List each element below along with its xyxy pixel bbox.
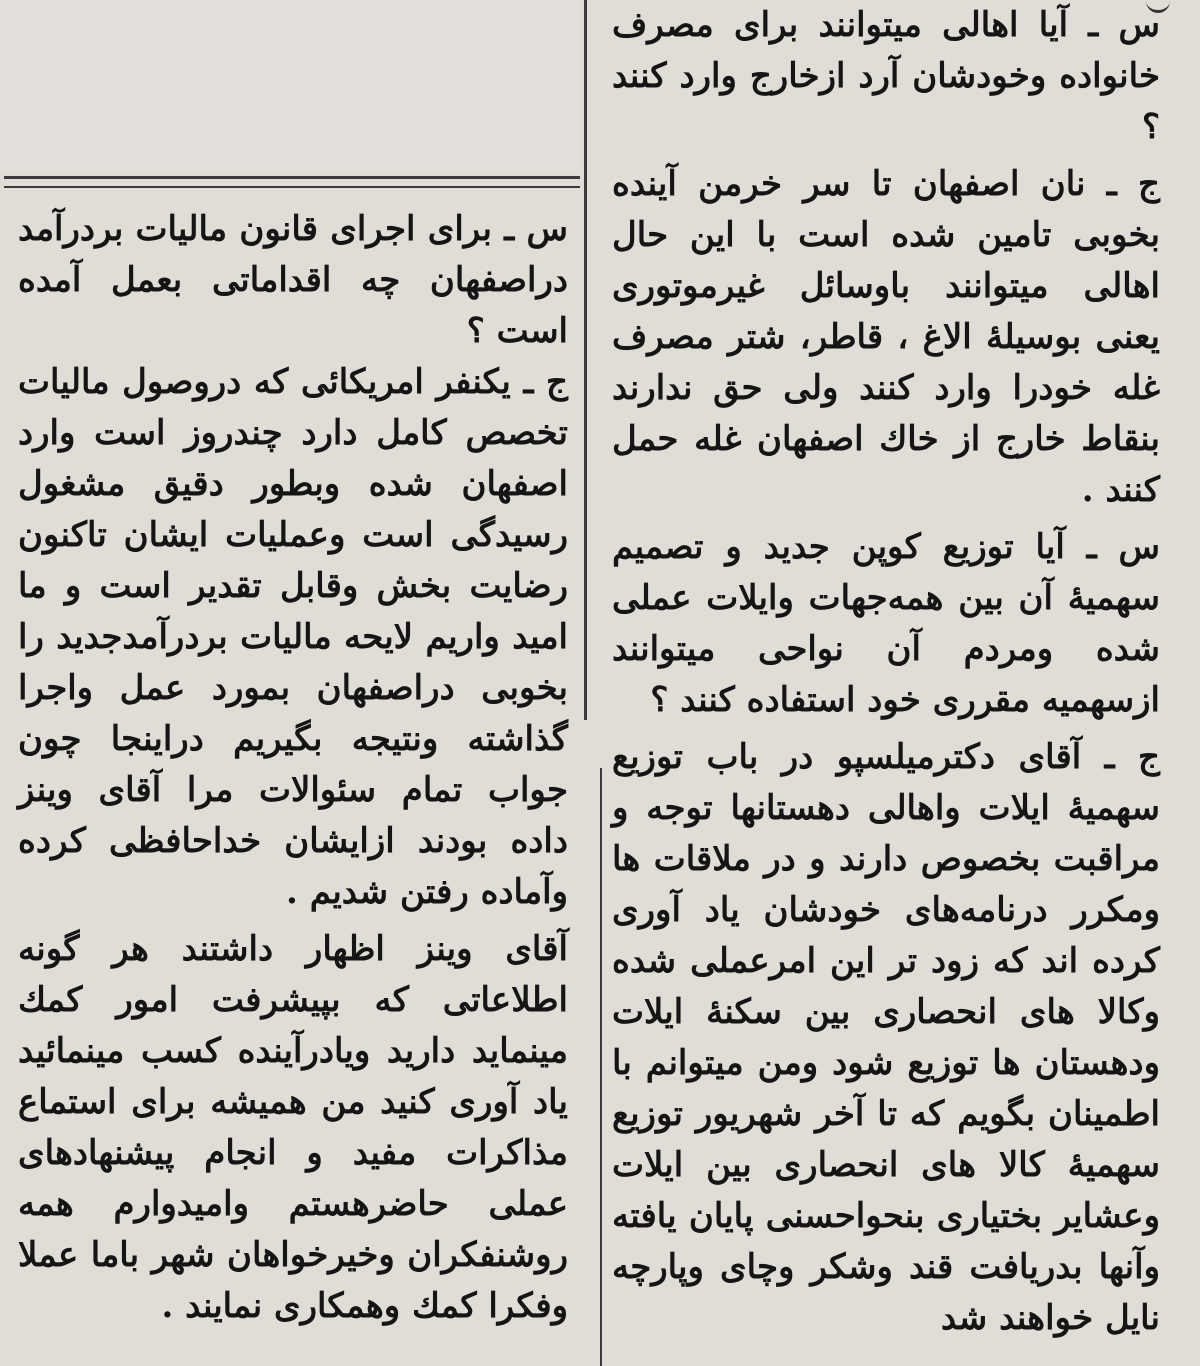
question-flour-import: س ـ آیا اهالی میتوانند برای مصرف خانواده وخودشان آرد ازخارج وارد کنند ؟ xyxy=(612,5,1160,147)
closing-paragraph: آقای وینز اظهار داشتند هر گونه اطلاعاتی که بپیشرفت امور کمك مینماید دارید ویادرآینده کسب مینمائید یاد آوری کنید من همیشه برای استماع مذاکرات مفید و انجام پیشنهادهای عملی حاضرهستم وامیدوارم همه روشنفکران وخیرخواهان شهر باما عملا وفکرا کمك وهمکاری نمایند . xyxy=(18,929,568,1326)
horizontal-rule-thin xyxy=(4,186,580,188)
answer-income-tax: ج ـ یکنفر امریکائی که دروصول مالیات تخصص کامل دارد چندروز است وارد اصفهان شده وبطور دقیق مشغول رسیدگی است وعملیات ایشان تاکنون رضایت بخش وقابل تقدیر است و ما امید واریم لایحه مالیات بردرآمدجدید را بخوبی دراصفهان بمورد عمل واجرا گذاشته ونتیجه بگیریم دراینجا چون جواب تمام سئوالات مرا آقای وینز داده بودند ازایشان خداحافظی کرده وآماده رفتن شدیم . xyxy=(18,362,568,912)
column-divider-lower xyxy=(600,768,602,1366)
column-divider xyxy=(584,0,587,720)
question-income-tax: س ـ برای اجرای قانون مالیات بردرآمد دراصفهان چه اقداماتی بعمل آمده است ؟ xyxy=(18,209,568,351)
right-column xyxy=(612,0,1160,1344)
answer-coupon-distribution: ج ـ آقای دکترمیلسپو در باب توزیع سهمیهٔ ایلات واهالی دهستانها توجه و مراقبت بخصوص دارند و در ملاقات ها ومکرر درنامه‌های خودشان یاد آوری کرده اند که زود تر این امرعملی شده وکالا های انحصاری بین سکنهٔ ایلات ودهستان ها توزیع شود ومن میتوانم با اطمینان بگویم که تا آخر شهریور توزیع سهمیهٔ کالا های انحصاری بین ایلات وعشایر بختیاری بنحواحسنی پایان یافته وآنها بدریافت قند وشکر وچای وپارچه نایل خواهند شد xyxy=(612,737,1160,1338)
answer-flour-import: ج ـ نان اصفهان تا سر خرمن آینده بخوبی تامین شده است با این حال اهالی میتوانند باوسائل غیرموتوری یعنی بوسیلهٔ الاغ ، قاطر، شتر مصرف غله خودرا وارد کنند ولی حق ندارند بنقاط خارج از خاك اصفهان غله حمل کنند . xyxy=(612,164,1160,510)
horizontal-rule xyxy=(4,176,580,179)
left-column xyxy=(18,204,568,1332)
question-coupon-distribution: س ـ آیا توزیع کوپن جدید و تصمیم سهمیهٔ آن بین همه‌جهات وایلات عملی شده ومردم آن نواحی میتوانند ازسهمیه مقرری خود استفاده کنند ؟ xyxy=(612,527,1160,720)
blank-area xyxy=(0,0,580,172)
